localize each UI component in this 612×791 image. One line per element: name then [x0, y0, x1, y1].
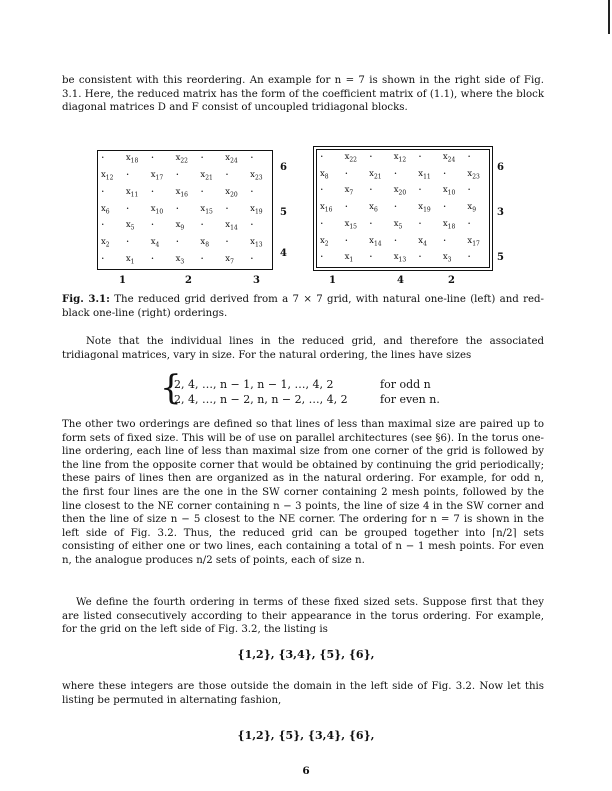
grid-dot: · — [150, 151, 155, 164]
grid-dot: · — [150, 184, 155, 198]
grid-unknown: $x_6$ — [369, 202, 378, 214]
grid-side-label: 5 — [497, 252, 504, 263]
grid-dot: · — [344, 233, 349, 247]
grid-row — [317, 167, 489, 184]
grid-unknown: $x_3$ — [175, 254, 185, 266]
grid-dot: · — [175, 167, 180, 181]
grid-unknown: $x_{23}$ — [467, 168, 480, 181]
grid-row — [317, 250, 489, 267]
grid-dot: · — [225, 235, 229, 249]
figure-caption: Fig. 3.1: The reduced grid derived from a 7 × 7 grid, with natural one-line (left) and red-black one-line (right) orderings. — [62, 293, 544, 319]
grid-dot: · — [467, 183, 471, 197]
grid-dot: · — [101, 218, 105, 232]
grid-dot: · — [442, 200, 447, 214]
grid-unknown: $x_{22}$ — [175, 153, 188, 165]
paragraph-orderings: The other two orderings are defined so that lines of less than maximal size are paired up to form sets of fixed size. This will be of use on parallel architectures (see §6). In the torus one-line ordering, each line of less than maximal size from one corner of the grid is followed by the line from the opposite corner that would be obtained by continuing the grid periodically; these pairs of lines then are organized as in the natural ordering. For example, for odd n, the first four lines are the one in the SW corner containing 2 mesh points, followed by the line closest to the NE corner containing n − 3 points, the line of size 4 in the SW corner and then the line of size n − 5 closest to the NE corner. The ordering for n = 7 is shown in the left side of Fig. 3.2. Thus, the reduced grid can be grouped together into ⌈n/2⌉ sets consisting of either one or two lines, each containing a total of n − 1 mesh points. For even n, the analogue produces n/2 sets of points, each of size n. — [62, 419, 544, 566]
case-odd-expr: 2, 4, …, n − 1, n − 1, …, 4, 2 — [174, 378, 334, 391]
grid-row — [317, 150, 489, 167]
equation-permuted: {1,2}, {5}, {3,4}, {6}, — [237, 729, 375, 742]
grid-unknown: $x_{20}$ — [225, 186, 238, 199]
paragraph-line-sizes: Note that the individual lines in the reduced grid, and therefore the associated tridiagonal matrices, vary in size. For the natural ordering, the lines have sizes — [62, 336, 544, 361]
grid-row — [98, 168, 272, 185]
grid-dot: · — [200, 218, 204, 232]
grid-unknown: $x_2$ — [320, 235, 329, 248]
grid-unknown: $x_4$ — [150, 237, 160, 249]
grid-unknown: $x_3$ — [442, 252, 452, 264]
grid-dot: · — [393, 200, 398, 214]
grid-side-label: 3 — [497, 207, 504, 218]
grid-row — [317, 200, 489, 217]
page-number: 6 — [302, 765, 310, 777]
page-edge-mark — [608, 0, 610, 34]
grid-unknown: $x_9$ — [175, 220, 185, 233]
grid-unknown: $x_{14}$ — [369, 235, 382, 248]
grid-dot: · — [101, 184, 105, 198]
grid-dot: · — [369, 250, 373, 264]
grid-dot: · — [320, 183, 324, 197]
paragraph-permuted: where these integers are those outside the domain in the left side of Fig. 3.2. Now let this listing be permuted in alternating fashion, — [62, 681, 544, 706]
grid-unknown: $x_{18}$ — [442, 218, 456, 231]
grid-dot: · — [320, 250, 324, 264]
grid-unknown: $x_{11}$ — [418, 168, 431, 181]
cases-equation — [160, 368, 460, 409]
grid-row — [98, 151, 272, 168]
grid-unknown: $x_{23}$ — [250, 169, 263, 182]
grid-dot: · — [225, 201, 229, 215]
grid-unknown: $x_{19}$ — [418, 202, 431, 214]
grid-unknown: $x_1$ — [344, 252, 354, 264]
paragraph-fourth-ordering: We define the fourth ordering in terms of these fixed sized sets. Suppose first that they are listed consecutively according to their appearance in the torus ordering. For example, for the grid on the left side of Fig. 3.2, the listing is — [62, 597, 544, 636]
grid-unknown: $x_{13}$ — [250, 237, 263, 249]
grid-dot: · — [369, 183, 373, 197]
grid-unknown: $x_{18}$ — [125, 153, 139, 165]
grid-row — [317, 183, 489, 200]
grid-dot: · — [344, 200, 349, 214]
grid-dot: · — [418, 150, 422, 163]
grid-dot: · — [101, 151, 105, 164]
grid-bottom-label: 3 — [253, 275, 260, 286]
grid-row — [317, 234, 489, 251]
grid-unknown: $x_{14}$ — [225, 220, 238, 233]
grid-unknown: $x_8$ — [200, 237, 210, 249]
grid-bottom-label: 1 — [119, 275, 126, 286]
grid-row — [98, 252, 272, 269]
grid-row — [98, 218, 272, 235]
grid-unknown: $x_{16}$ — [175, 186, 188, 199]
grid-dot: · — [250, 184, 254, 198]
grid-side-label: 4 — [280, 248, 287, 259]
grid-dot: · — [175, 201, 180, 215]
grid-unknown: $x_{12}$ — [101, 169, 114, 182]
grid-dot: · — [442, 233, 447, 247]
grid-dot: · — [418, 183, 422, 197]
grid-unknown: $x_{19}$ — [250, 203, 263, 216]
grid-dot: · — [393, 233, 398, 247]
grid-row — [98, 202, 272, 219]
grid-bottom-label: 2 — [448, 275, 455, 286]
grid-dot: · — [250, 218, 254, 232]
grid-dot: · — [442, 166, 447, 180]
grid-unknown: $x_{20}$ — [393, 185, 407, 198]
grid-unknown: $x_7$ — [344, 185, 354, 198]
grid-dot: · — [150, 252, 155, 266]
grid-dot: · — [393, 166, 398, 180]
grid-unknown: $x_{13}$ — [393, 252, 407, 264]
grid-unknown: $x_{10}$ — [442, 185, 456, 198]
grid-bottom-label: 4 — [397, 275, 404, 286]
grid-unknown: $x_8$ — [320, 168, 329, 181]
grid-dot: · — [344, 166, 349, 180]
grid-dot: · — [250, 151, 254, 164]
grid-unknown: $x_{21}$ — [200, 169, 213, 182]
grid-dot: · — [125, 235, 130, 249]
equation-listing: {1,2}, {3,4}, {5}, {6}, — [237, 648, 375, 661]
grid-bottom-label: 1 — [329, 275, 336, 286]
grid-unknown: $x_7$ — [225, 254, 234, 266]
grid-unknown: $x_{24}$ — [442, 152, 456, 164]
grid-dot: · — [101, 252, 105, 266]
grid-side-label: 6 — [280, 162, 287, 173]
grid-unknown: $x_{22}$ — [344, 152, 357, 164]
grid-row — [317, 217, 489, 234]
case-even-expr: 2, 4, …, n − 2, n, n − 2, …, 4, 2 — [174, 393, 348, 406]
grid-dot: · — [467, 216, 471, 230]
grid-unknown: $x_9$ — [467, 202, 477, 214]
grid-dot: · — [418, 216, 422, 230]
grid-unknown: $x_6$ — [101, 203, 110, 216]
grid-unknown: $x_{15}$ — [200, 203, 213, 216]
grid-dot: · — [320, 150, 324, 163]
grid-dot: · — [200, 252, 204, 266]
grid-dot: · — [125, 201, 130, 215]
grid-dot: · — [200, 184, 204, 198]
grid-unknown: $x_{16}$ — [320, 202, 333, 214]
case-even-cond: for even n. — [380, 393, 440, 406]
grid-dot: · — [418, 250, 422, 264]
grid-unknown: $x_5$ — [125, 220, 135, 233]
grid-unknown: $x_{15}$ — [344, 218, 357, 231]
grid-unknown: $x_{12}$ — [393, 152, 407, 164]
grid-row — [98, 185, 272, 202]
grid-dot: · — [250, 252, 254, 266]
grid-dot: · — [369, 216, 373, 230]
grid-row — [98, 235, 272, 252]
grid-unknown: $x_4$ — [418, 235, 427, 248]
grid-dot: · — [125, 167, 130, 181]
grid-dot: · — [150, 218, 155, 232]
right-grid-redblack-ordering — [316, 149, 490, 268]
grid-dot: · — [467, 250, 471, 264]
grid-side-label: 5 — [280, 207, 287, 218]
grid-dot: · — [320, 216, 324, 230]
grid-unknown: $x_{11}$ — [125, 186, 139, 199]
grid-unknown: $x_{10}$ — [150, 203, 164, 216]
grid-dot: · — [175, 235, 180, 249]
intro-paragraph: be consistent with this reordering. An example for n = 7 is shown in the right side of Fig. 3.1. Here, the reduced matrix has the form of the coefficient matrix of (1.1), where the block diagonal matrices D and F consist of uncoupled tridiagonal blocks. — [62, 75, 544, 114]
grid-unknown: $x_{17}$ — [467, 235, 480, 248]
grid-dot: · — [200, 151, 204, 164]
grid-dot: · — [369, 150, 373, 163]
grid-bottom-label: 2 — [185, 275, 192, 286]
left-brace: { — [160, 368, 182, 408]
grid-unknown: $x_{21}$ — [369, 168, 382, 181]
grid-unknown: $x_{17}$ — [150, 169, 164, 182]
left-grid-natural-ordering — [97, 150, 273, 270]
grid-dot: · — [467, 150, 471, 163]
grid-unknown: $x_2$ — [101, 237, 110, 249]
grid-side-label: 6 — [497, 162, 504, 173]
grid-unknown: $x_{24}$ — [225, 153, 238, 165]
case-odd-cond: for odd n — [380, 378, 431, 391]
grid-dot: · — [225, 167, 229, 181]
grid-unknown: $x_5$ — [393, 218, 403, 231]
grid-unknown: $x_1$ — [125, 254, 135, 266]
